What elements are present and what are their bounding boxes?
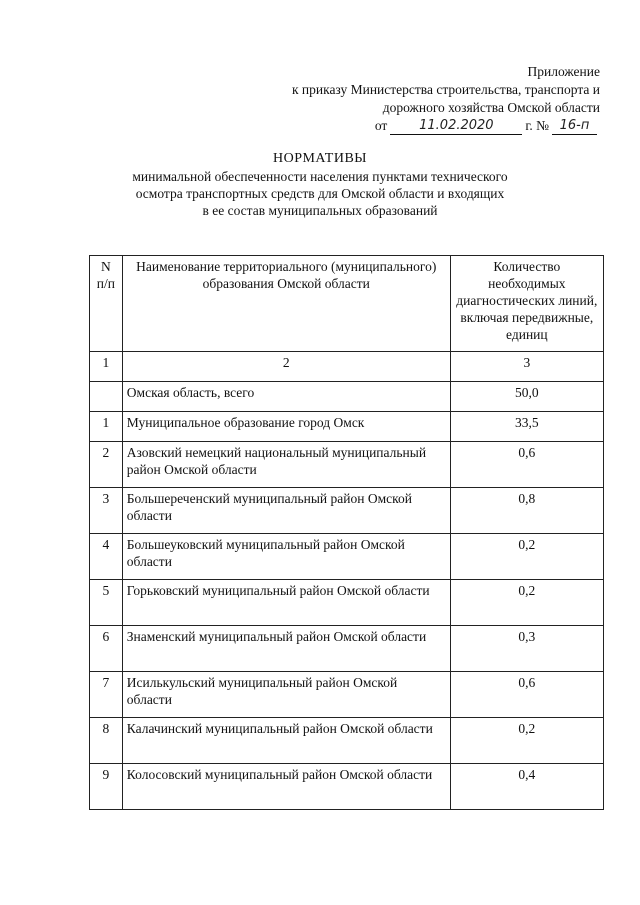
- header-value: Количество необходимых диагностических линий, включая передвижные, единиц: [450, 256, 603, 352]
- appendix-block: [292, 63, 600, 135]
- row-num: 5: [90, 580, 123, 626]
- table-row: [90, 764, 604, 810]
- row-value: 0,2: [450, 534, 603, 580]
- row-name: Знаменский муниципальный район Омской области: [122, 626, 450, 672]
- table-row: [90, 442, 604, 488]
- row-num: 9: [90, 764, 123, 810]
- row-value: 0,6: [450, 672, 603, 718]
- row-name: Азовский немецкий национальный муниципальный район Омской области: [122, 442, 450, 488]
- table-row: [90, 718, 604, 764]
- row-value: 0,8: [450, 488, 603, 534]
- row-name: Большеуковский муниципальный район Омской области: [122, 534, 450, 580]
- table-row: [90, 672, 604, 718]
- row-value: 33,5: [450, 412, 603, 442]
- column-index-row: [90, 352, 604, 382]
- table-row: [90, 580, 604, 626]
- row-value: 0,6: [450, 442, 603, 488]
- order-date-number: [292, 117, 600, 135]
- row-value: 0,4: [450, 764, 603, 810]
- subtitle-line: в ее состав муниципальных образований: [202, 203, 438, 218]
- appendix-ministry-line: дорожного хозяйства Омской области: [382, 100, 600, 115]
- row-num: 4: [90, 534, 123, 580]
- header-name: Наименование территориального (муниципального) образования Омской области: [122, 256, 450, 352]
- table-row: [90, 626, 604, 672]
- handwritten-number: 16-п: [552, 118, 597, 135]
- table-row: [90, 534, 604, 580]
- document-title: НОРМАТИВЫ: [272, 151, 368, 166]
- row-name: Омская область, всего: [122, 382, 450, 412]
- handwritten-date: 11.02.2020: [390, 118, 522, 135]
- number-prefix: г. №: [525, 118, 549, 133]
- row-value: 0,3: [450, 626, 603, 672]
- table-row: [90, 382, 604, 412]
- row-value: 0,2: [450, 718, 603, 764]
- subtitle-line: осмотра транспортных средств для Омской области и входящих: [135, 186, 505, 201]
- table-row: [90, 488, 604, 534]
- appendix-label: Приложение: [527, 64, 600, 79]
- row-num: 2: [90, 442, 123, 488]
- table-header-row: [90, 256, 604, 352]
- row-name: Горьковский муниципальный район Омской области: [122, 580, 450, 626]
- row-num: 1: [90, 412, 123, 442]
- row-name: Большереченский муниципальный район Омской области: [122, 488, 450, 534]
- row-name: Муниципальное образование город Омск: [122, 412, 450, 442]
- date-prefix: от: [374, 118, 388, 133]
- appendix-order-line: к приказу Министерства строительства, транспорта и: [291, 82, 600, 97]
- row-name: Калачинский муниципальный район Омской области: [122, 718, 450, 764]
- row-value: 50,0: [450, 382, 603, 412]
- header-num: N п/п: [90, 256, 123, 352]
- document-subtitle: [0, 168, 640, 219]
- row-num: 6: [90, 626, 123, 672]
- row-name: Исилькульский муниципальный район Омской области: [122, 672, 450, 718]
- subtitle-line: минимальной обеспеченности населения пунктами технического: [132, 169, 508, 184]
- column-index-cell: 1: [90, 352, 123, 382]
- norms-table: [89, 255, 604, 810]
- row-num: 3: [90, 488, 123, 534]
- column-index-cell: 3: [450, 352, 603, 382]
- row-value: 0,2: [450, 580, 603, 626]
- row-name: Колосовский муниципальный район Омской области: [122, 764, 450, 810]
- row-num: 8: [90, 718, 123, 764]
- column-index-cell: 2: [122, 352, 450, 382]
- row-num: 7: [90, 672, 123, 718]
- row-num: [90, 382, 123, 412]
- table-row: [90, 412, 604, 442]
